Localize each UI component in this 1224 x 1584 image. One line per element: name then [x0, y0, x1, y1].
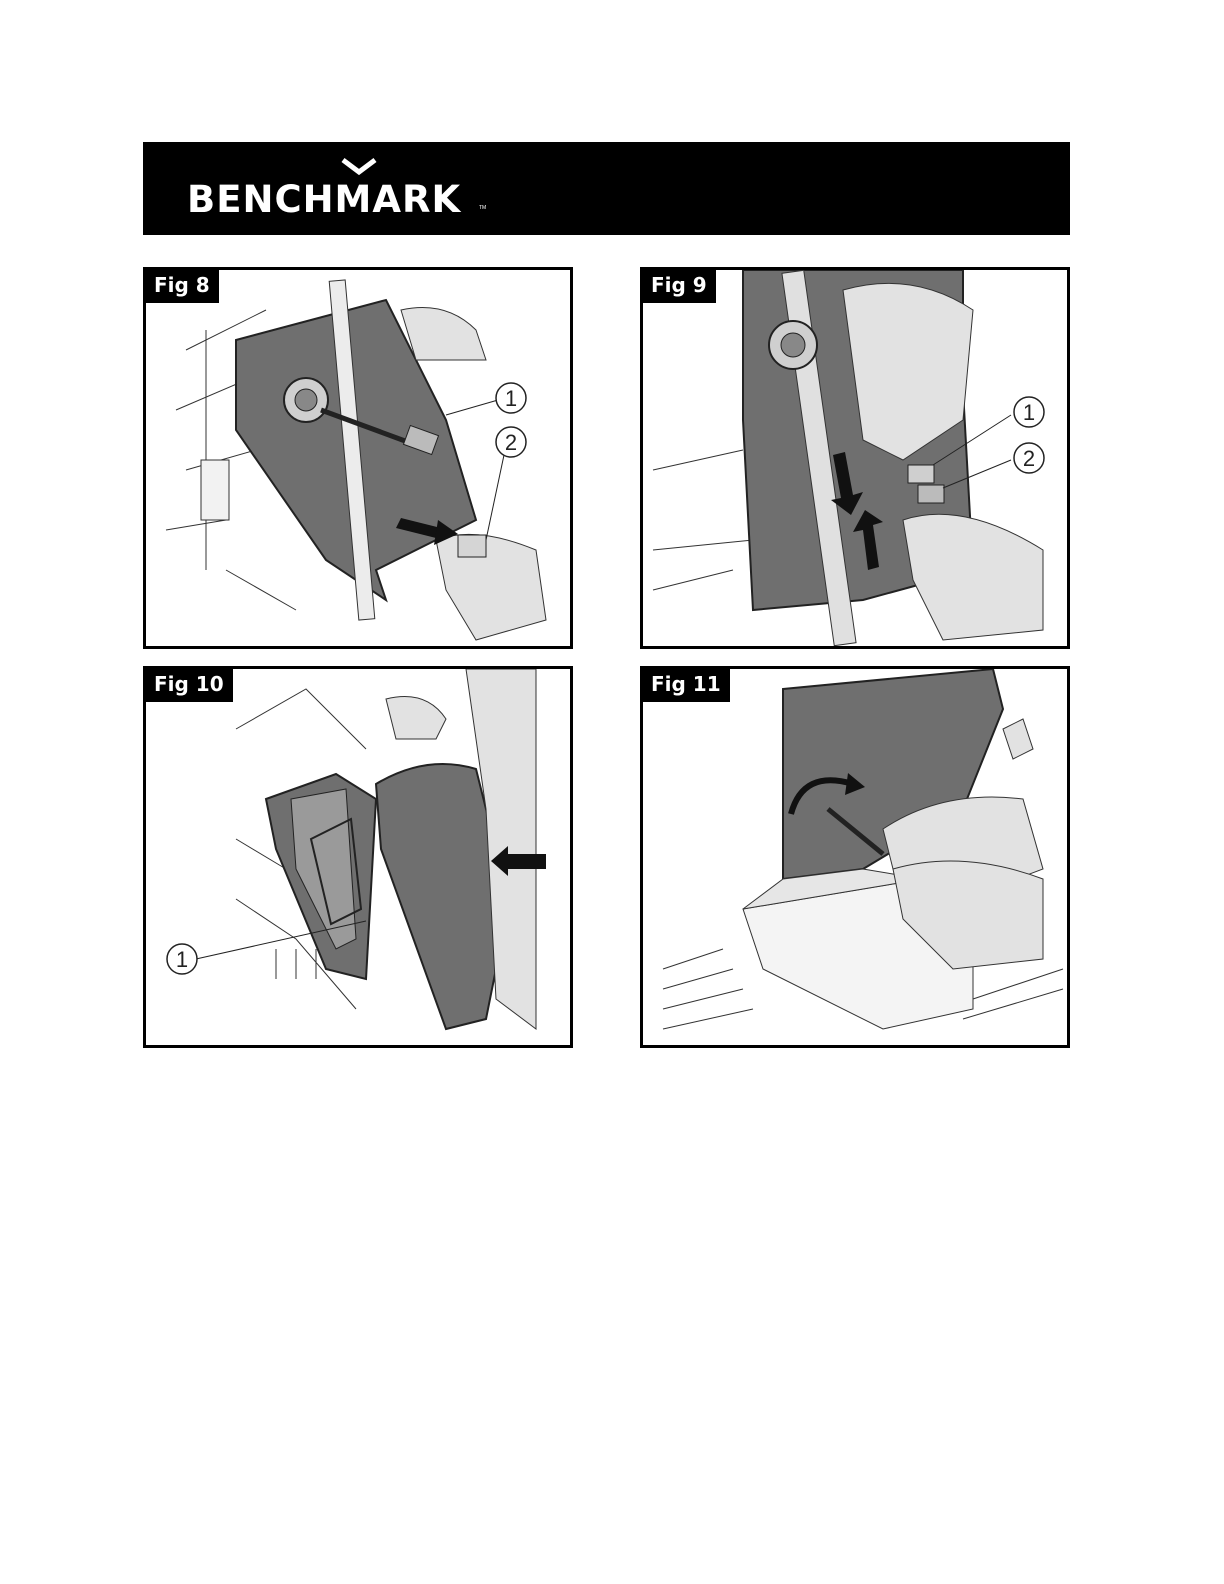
figure-8-callout-2: 2 [504, 430, 518, 455]
figure-10-illustration [146, 669, 570, 1045]
figure-8-label: Fig 8 [146, 270, 219, 303]
figure-11-label: Fig 11 [643, 669, 730, 702]
figure-10-panel [143, 666, 573, 1048]
logo-trademark: TM [479, 205, 487, 211]
logo-wordmark: BENCHMARK [187, 178, 462, 221]
brand-header-bar [143, 142, 1070, 235]
figure-11-illustration [643, 669, 1067, 1045]
figure-9-label: Fig 9 [643, 270, 716, 303]
benchmark-logo [187, 156, 497, 226]
figure-8-panel [143, 267, 573, 649]
figure-11-panel [640, 666, 1070, 1048]
figure-9-illustration [643, 270, 1067, 646]
figure-9-panel [640, 267, 1070, 649]
figure-9-callout-1: 1 [1022, 400, 1036, 425]
figure-8-illustration [146, 270, 570, 646]
figure-10-label: Fig 10 [146, 669, 233, 702]
figure-9-callout-2: 2 [1022, 446, 1036, 471]
figure-10-callout-1: 1 [175, 947, 189, 972]
figure-8-callout-1: 1 [504, 386, 518, 411]
